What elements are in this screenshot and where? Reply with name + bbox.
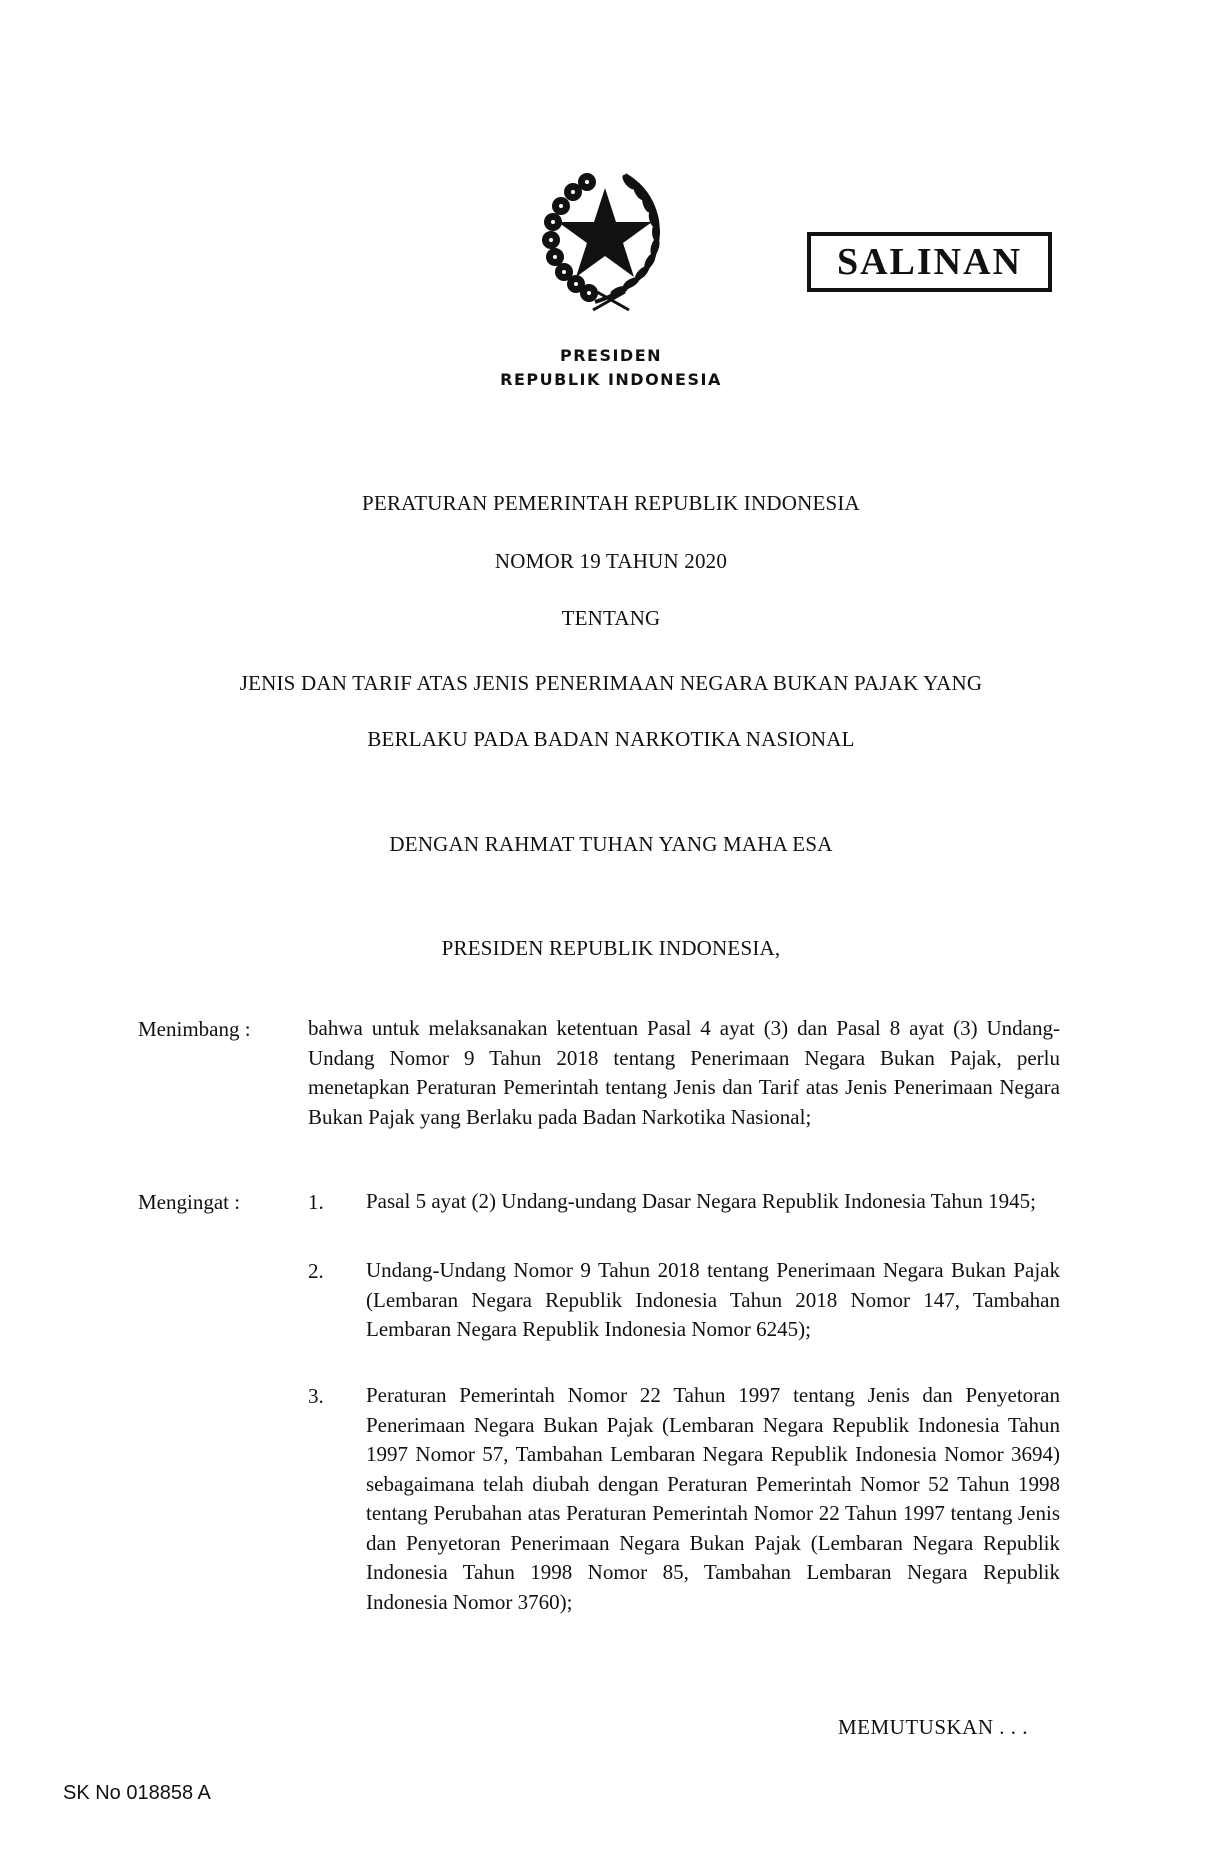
emblem-caption-republik-indonesia: REPUBLIK INDONESIA [500, 370, 722, 389]
regulation-number: NOMOR 19 TAHUN 2020 [494, 549, 728, 573]
regulation-subject-line1: JENIS DAN TARIF ATAS JENIS PENERIMAAN NEGARA BUKAN PAJAK YANG [239, 671, 983, 695]
menimbang-text: bahwa untuk melaksanakan ketentuan Pasal 4 ayat (3) dan Pasal 8 ayat (3) Undang-Undang Nomor 9 Tahun 2018 tentang Penerimaan Negara Bukan Pajak, perlu menetapkan Peraturan Pemerintah tentang Jenis dan Tarif atas Jenis Penerimaan Negara Bukan Pajak yang Berlaku pada Badan Narkotika Nasional; [308, 1016, 1060, 1129]
menimbang-label: Menimbang : [138, 1017, 251, 1041]
regulation-subject-line2: BERLAKU PADA BADAN NARKOTIKA NASIONAL [367, 727, 855, 751]
regulation-heading: PERATURAN PEMERINTAH REPUBLIK INDONESIA [362, 491, 860, 515]
mengingat-item-number: 3. [308, 1384, 324, 1408]
mengingat-label: Mengingat : [138, 1190, 241, 1214]
mengingat-item-text: Undang-Undang Nomor 9 Tahun 2018 tentang Penerimaan Negara Bukan Pajak (Lembaran Negara Republik Indonesia Tahun 2018 Nomor 147, Tambahan Lembaran Negara Republik Indonesia Nomor 6245); [366, 1258, 1060, 1341]
regulation-tentang: TENTANG [561, 606, 661, 630]
mengingat-item-number: 2. [308, 1259, 324, 1283]
mengingat-item-number: 1. [308, 1190, 324, 1214]
invocation: DENGAN RAHMAT TUHAN YANG MAHA ESA [389, 832, 833, 856]
presidential-seal-icon [525, 160, 685, 320]
page-continuation: MEMUTUSKAN . . . [838, 1715, 1029, 1739]
president-heading: PRESIDEN REPUBLIK INDONESIA, [441, 936, 781, 960]
mengingat-item-text: Pasal 5 ayat (2) Undang-undang Dasar Negara Republik Indonesia Tahun 1945; [366, 1189, 1036, 1213]
salinan-stamp: SALINAN [807, 232, 1052, 292]
mengingat-item-text: Peraturan Pemerintah Nomor 22 Tahun 1997 tentang Jenis dan Penyetoran Penerimaan Negara Bukan Pajak (Lembaran Negara Republik Indonesia Tahun 1997 Nomor 57, Tambahan Lembaran Negara Republik Indonesia Nomor 3694) sebagaimana telah diubah dengan Peraturan Pemerintah Nomor 52 Tahun 1998 tentang Perubahan atas Peraturan Pemerintah Nomor 22 Tahun 1997 tentang Jenis dan Penyetoran Penerimaan Negara Bukan Pajak (Lembaran Negara Republik Indonesia Tahun 1998 Nomor 85, Tambahan Lembaran Negara Republik Indonesia Nomor 3760); [366, 1383, 1060, 1614]
emblem-caption-presiden: PRESIDEN [559, 346, 663, 365]
document-serial-number: SK No 018858 A [63, 1782, 211, 1804]
